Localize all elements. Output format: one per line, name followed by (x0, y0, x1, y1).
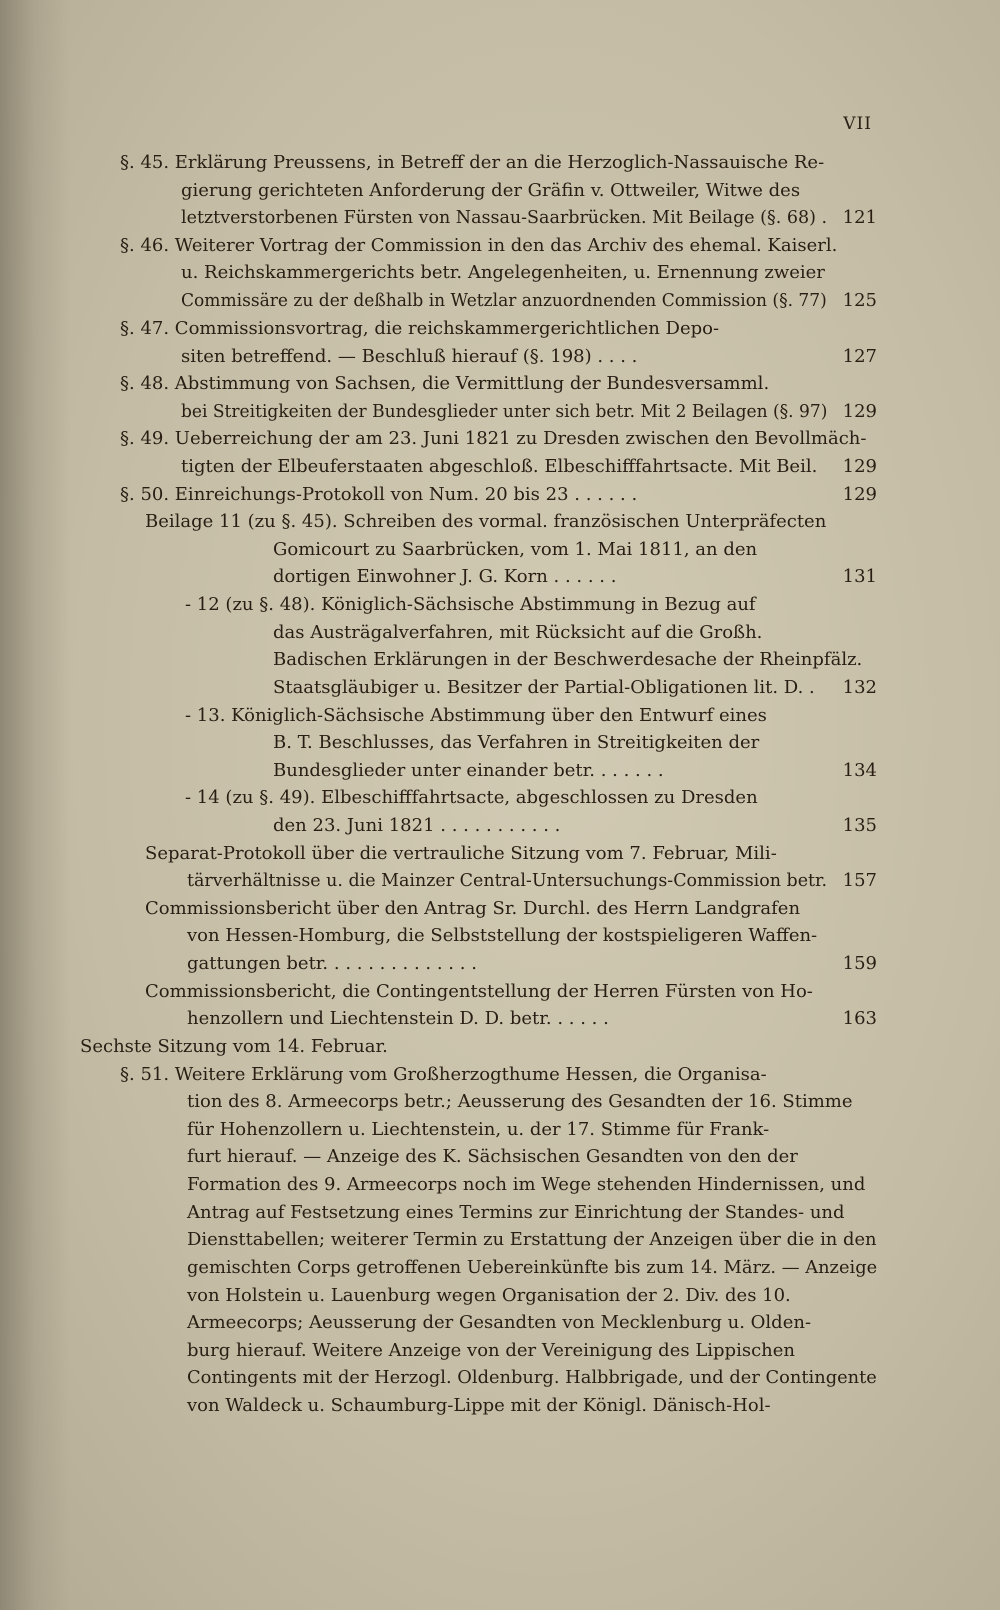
toc-line (273, 622, 877, 644)
toc-line (273, 566, 877, 588)
page-ref: 134 (842, 760, 877, 781)
page-ref: 129 (842, 456, 877, 477)
line-text: §. 51. Weitere Erklärung vom Großherzogthume Hessen, die Organisa- (120, 1064, 767, 1085)
line-text: Staatsgläubiger u. Besitzer der Partial-Obligationen lit. D. . (273, 677, 815, 698)
line-text: siten betreffend. — Beschluß hierauf (§. 198) . . . . (181, 346, 638, 367)
line-text: Beilage 11 (zu §. 45). Schreiben des vormal. französischen Unterpräfecten (145, 511, 827, 532)
toc-line (145, 843, 877, 865)
line-text: tion des 8. Armeecorps betr.; Aeusserung des Gesandten der 16. Stimme (187, 1091, 853, 1112)
toc-line (181, 180, 877, 202)
page-ref: 129 (842, 484, 877, 505)
page-ref: 125 (842, 290, 877, 311)
toc-line (120, 484, 877, 506)
toc-line (273, 539, 877, 561)
toc-line (120, 428, 877, 450)
line-text: §. 49. Ueberreichung der am 23. Juni 1821 zu Dresden zwischen den Bevollmäch- (120, 428, 867, 449)
toc-line (181, 401, 877, 423)
toc-line (187, 870, 877, 892)
toc-line (187, 1395, 877, 1417)
toc-line (145, 898, 877, 920)
toc-line (187, 1174, 877, 1196)
page-ref: 121 (842, 207, 877, 228)
line-text: B. T. Beschlusses, das Verfahren in Streitigkeiten der (273, 732, 760, 753)
toc-line (120, 318, 877, 340)
line-text: gemischten Corps getroffenen Uebereinkünfte bis zum 14. März. — Anzeige (187, 1257, 878, 1278)
line-text: Formation des 9. Armeecorps noch im Wege stehenden Hindernissen, und (187, 1174, 866, 1195)
line-text: Commissionsbericht, die Contingentstellung der Herren Fürsten von Ho- (145, 981, 813, 1002)
toc-line (120, 373, 877, 395)
line-text: Commissäre zu der deßhalb in Wetzlar anzuordnenden Commission (§. 77) (181, 290, 827, 311)
page-ref: 157 (842, 870, 877, 891)
line-text: das Austrägalverfahren, mit Rücksicht auf die Großh. (273, 622, 763, 643)
toc-line (273, 815, 877, 837)
toc-line (187, 1340, 877, 1362)
toc-line (120, 235, 877, 257)
line-text: von Holstein u. Lauenburg wegen Organisation der 2. Div. des 10. (187, 1285, 791, 1306)
line-text: Commissionsbericht über den Antrag Sr. Durchl. des Herrn Landgrafen (145, 898, 801, 919)
toc-line (181, 262, 877, 284)
line-text: Antrag auf Festsetzung eines Termins zur Einrichtung der Standes- und (187, 1202, 845, 1223)
toc-line (120, 152, 877, 174)
toc-line (187, 1285, 877, 1307)
line-text: §. 47. Commissionsvortrag, die reichskammergerichtlichen Depo- (120, 318, 720, 339)
page-ref: 131 (842, 566, 877, 587)
line-text: Diensttabellen; weiterer Termin zu Erstattung der Anzeigen über die in den (187, 1229, 877, 1250)
page-ref: 129 (842, 401, 877, 422)
toc-line (187, 953, 877, 975)
toc-line (273, 732, 877, 754)
line-text: gierung gerichteten Anforderung der Gräfin v. Ottweiler, Witwe des (181, 180, 801, 201)
toc-line (187, 1091, 877, 1113)
toc-line (181, 290, 877, 312)
toc-line (181, 456, 877, 478)
toc-line (187, 1229, 877, 1251)
toc-line (181, 346, 877, 368)
line-text: tärverhältnisse u. die Mainzer Central-Untersuchungs-Commission betr. (187, 870, 828, 891)
line-text: dortigen Einwohner J. G. Korn . . . . . . (273, 566, 617, 587)
page-gutter-shadow (0, 0, 70, 1610)
line-text: letztverstorbenen Fürsten von Nassau-Saarbrücken. Mit Beilage (§. 68) . (181, 207, 828, 228)
toc-line (185, 787, 877, 809)
line-text: Armeecorps; Aeusserung der Gesandten von Mecklenburg u. Olden- (187, 1312, 812, 1333)
toc-line (187, 925, 877, 947)
line-text: - 14 (zu §. 49). Elbeschifffahrtsacte, abgeschlossen zu Dresden (185, 787, 758, 808)
line-text: gattungen betr. . . . . . . . . . . . . . (187, 953, 477, 974)
line-text: tigten der Elbeuferstaaten abgeschloß. Elbeschifffahrtsacte. Mit Beil. (181, 456, 818, 477)
line-text: Separat-Protokoll über die vertrauliche Sitzung vom 7. Februar, Mili- (145, 843, 777, 864)
toc-line (145, 511, 877, 533)
line-text: §. 45. Erklärung Preussens, in Betreff der an die Herzoglich-Nassauische Re- (120, 152, 825, 173)
line-text: bei Streitigkeiten der Bundesglieder unter sich betr. Mit 2 Beilagen (§. 97) (181, 401, 828, 422)
line-text: den 23. Juni 1821 . . . . . . . . . . . (273, 815, 561, 836)
toc-line (187, 1202, 877, 1224)
line-text: §. 50. Einreichungs-Protokoll von Num. 20 bis 23 . . . . . . (120, 484, 638, 505)
line-text: von Waldeck u. Schaumburg-Lippe mit der Königl. Dänisch-Hol- (187, 1395, 771, 1416)
page-ref: 159 (842, 953, 877, 974)
page-ref: 127 (842, 346, 877, 367)
toc-line (273, 760, 877, 782)
section-heading (80, 1036, 877, 1058)
toc-line (273, 649, 877, 671)
line-text: Gomicourt zu Saarbrücken, vom 1. Mai 1811, an den (273, 539, 758, 560)
toc-line (273, 677, 877, 699)
line-text: furt hierauf. — Anzeige des K. Sächsischen Gesandten von den der (187, 1146, 798, 1167)
page-ref: 132 (842, 677, 877, 698)
page-ref: 135 (842, 815, 877, 836)
line-text: Contingents mit der Herzogl. Oldenburg. Halbbrigade, und der Contingente (187, 1367, 877, 1388)
line-text: Badischen Erklärungen in der Beschwerdesache der Rheinpfälz. (273, 649, 863, 670)
toc-line (185, 705, 877, 727)
line-text: Bundesglieder unter einander betr. . . . . . . (273, 760, 664, 781)
page-number: VII (843, 114, 872, 134)
line-text: Sechste Sitzung vom 14. Februar. (80, 1036, 388, 1057)
line-text: - 13. Königlich-Sächsische Abstimmung über den Entwurf eines (185, 705, 767, 726)
line-text: burg hierauf. Weitere Anzeige von der Vereinigung des Lippischen (187, 1340, 795, 1361)
toc-line (187, 1257, 877, 1279)
toc-line (187, 1119, 877, 1141)
line-text: §. 48. Abstimmung von Sachsen, die Vermittlung der Bundesversamml. (120, 373, 770, 394)
toc-line (187, 1146, 877, 1168)
toc-line (187, 1312, 877, 1334)
toc-line (181, 207, 877, 229)
toc-line (187, 1367, 877, 1389)
toc-line (187, 1008, 877, 1030)
page-ref: 163 (842, 1008, 877, 1029)
line-text: §. 46. Weiterer Vortrag der Commission in den das Archiv des ehemal. Kaiserl. (120, 235, 838, 256)
toc-line (120, 1064, 877, 1086)
line-text: - 12 (zu §. 48). Königlich-Sächsische Abstimmung in Bezug auf (185, 594, 756, 615)
line-text: für Hohenzollern u. Liechtenstein, u. der 17. Stimme für Frank- (187, 1119, 770, 1140)
toc-line (145, 981, 877, 1003)
line-text: von Hessen-Homburg, die Selbststellung der kostspieligeren Waffen- (187, 925, 818, 946)
line-text: u. Reichskammergerichts betr. Angelegenheiten, u. Ernennung zweier (181, 262, 825, 283)
toc-line (185, 594, 877, 616)
line-text: henzollern und Liechtenstein D. D. betr. . . . . . (187, 1008, 609, 1029)
